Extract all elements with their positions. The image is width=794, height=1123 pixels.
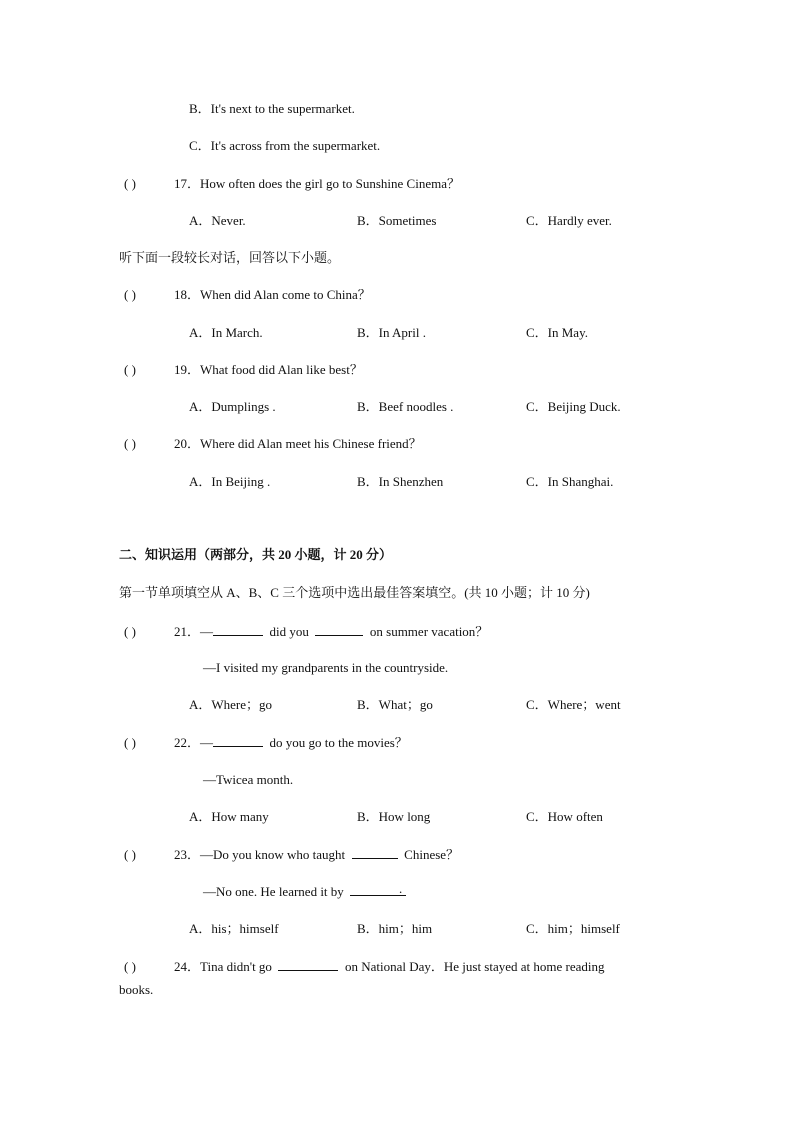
option-b: B．Beef noodles . bbox=[357, 399, 454, 414]
option-c: C．Where；went bbox=[526, 697, 621, 712]
option-b: B．In Shenzhen bbox=[357, 474, 444, 489]
question-stem: 18．When did Alan come to China？ bbox=[174, 287, 371, 302]
dialog-answer: —Twicea month. bbox=[203, 772, 294, 787]
question-17 bbox=[124, 176, 460, 192]
question-stem-end: on National Day．He just stayed at home reading bbox=[344, 959, 605, 974]
option-c: C．him；himself bbox=[526, 921, 620, 936]
section-instruction: 第一节单项填空从 A、B、C 三个选项中选出最佳答案填空。(共 10 小题；计 10 分) bbox=[119, 585, 590, 600]
section-heading: 二、知识运用（两部分，共 20 小题，计 20 分） bbox=[119, 547, 393, 562]
option-c: C．Hardly ever. bbox=[526, 213, 612, 228]
option-b: B．him；him bbox=[357, 921, 433, 936]
question-stem-end: do you go to the movies？ bbox=[269, 735, 408, 750]
question-23 bbox=[124, 846, 459, 863]
question-22 bbox=[124, 734, 408, 751]
fill-blank bbox=[213, 734, 263, 747]
question-24 bbox=[124, 958, 605, 975]
option-a: A．Dumplings . bbox=[189, 399, 276, 414]
option-c: C．It's across from the supermarket. bbox=[189, 138, 381, 153]
question-21 bbox=[124, 623, 488, 640]
option-c: C．How often bbox=[526, 809, 603, 824]
question-stem: 23．—Do you know who taught bbox=[174, 847, 346, 862]
question-20 bbox=[124, 436, 422, 452]
question-continuation: books. bbox=[119, 982, 154, 997]
question-number: 21．— bbox=[174, 624, 214, 639]
option-a: A．his；himself bbox=[189, 921, 279, 936]
fill-blank bbox=[352, 846, 398, 859]
fill-blank bbox=[315, 623, 363, 636]
answer-paren: ( ) bbox=[124, 624, 136, 639]
answer-paren: ( ) bbox=[124, 735, 136, 750]
fill-blank bbox=[350, 883, 406, 896]
option-b: B．What；go bbox=[357, 697, 433, 712]
option-a: A．In Beijing . bbox=[189, 474, 271, 489]
question-number: 22．— bbox=[174, 735, 214, 750]
question-stem-end: on summer vacation？ bbox=[369, 624, 489, 639]
option-b: B．It's next to the supermarket. bbox=[189, 101, 355, 116]
answer-paren: ( ) bbox=[124, 176, 136, 191]
option-a: A．Never. bbox=[189, 213, 246, 228]
fill-blank bbox=[278, 958, 338, 971]
question-stem: 20．Where did Alan meet his Chinese friend？ bbox=[174, 436, 422, 451]
option-a: A．How many bbox=[189, 809, 269, 824]
option-b: B．In April . bbox=[357, 325, 426, 340]
question-stem: 17．How often does the girl go to Sunshine Cinema？ bbox=[174, 176, 460, 191]
option-b: B．Sometimes bbox=[357, 213, 437, 228]
option-b: B．How long bbox=[357, 809, 431, 824]
dialog-answer: —I visited my grandparents in the countryside. bbox=[203, 660, 449, 675]
option-c: C．Beijing Duck. bbox=[526, 399, 621, 414]
option-c: C．In Shanghai. bbox=[526, 474, 614, 489]
option-c: C．In May. bbox=[526, 325, 588, 340]
dialog-answer bbox=[203, 883, 406, 900]
question-18 bbox=[124, 287, 371, 303]
question-19 bbox=[124, 362, 363, 378]
blank-period: . bbox=[399, 881, 403, 896]
listening-instruction: 听下面一段较长对话，回答以下小题。 bbox=[119, 250, 341, 265]
question-stem-end: Chinese？ bbox=[404, 847, 460, 862]
answer-paren: ( ) bbox=[124, 959, 136, 974]
answer-paren: ( ) bbox=[124, 847, 136, 862]
fill-blank bbox=[213, 623, 263, 636]
dialog-answer-text: —No one. He learned it by bbox=[203, 884, 344, 899]
question-stem: 24．Tina didn't go bbox=[174, 959, 272, 974]
answer-paren: ( ) bbox=[124, 287, 136, 302]
option-a: A．In March. bbox=[189, 325, 263, 340]
option-a: A．Where；go bbox=[189, 697, 273, 712]
answer-paren: ( ) bbox=[124, 362, 136, 377]
question-stem-middle: did you bbox=[269, 624, 309, 639]
answer-paren: ( ) bbox=[124, 436, 136, 451]
question-stem: 19．What food did Alan like best？ bbox=[174, 362, 363, 377]
